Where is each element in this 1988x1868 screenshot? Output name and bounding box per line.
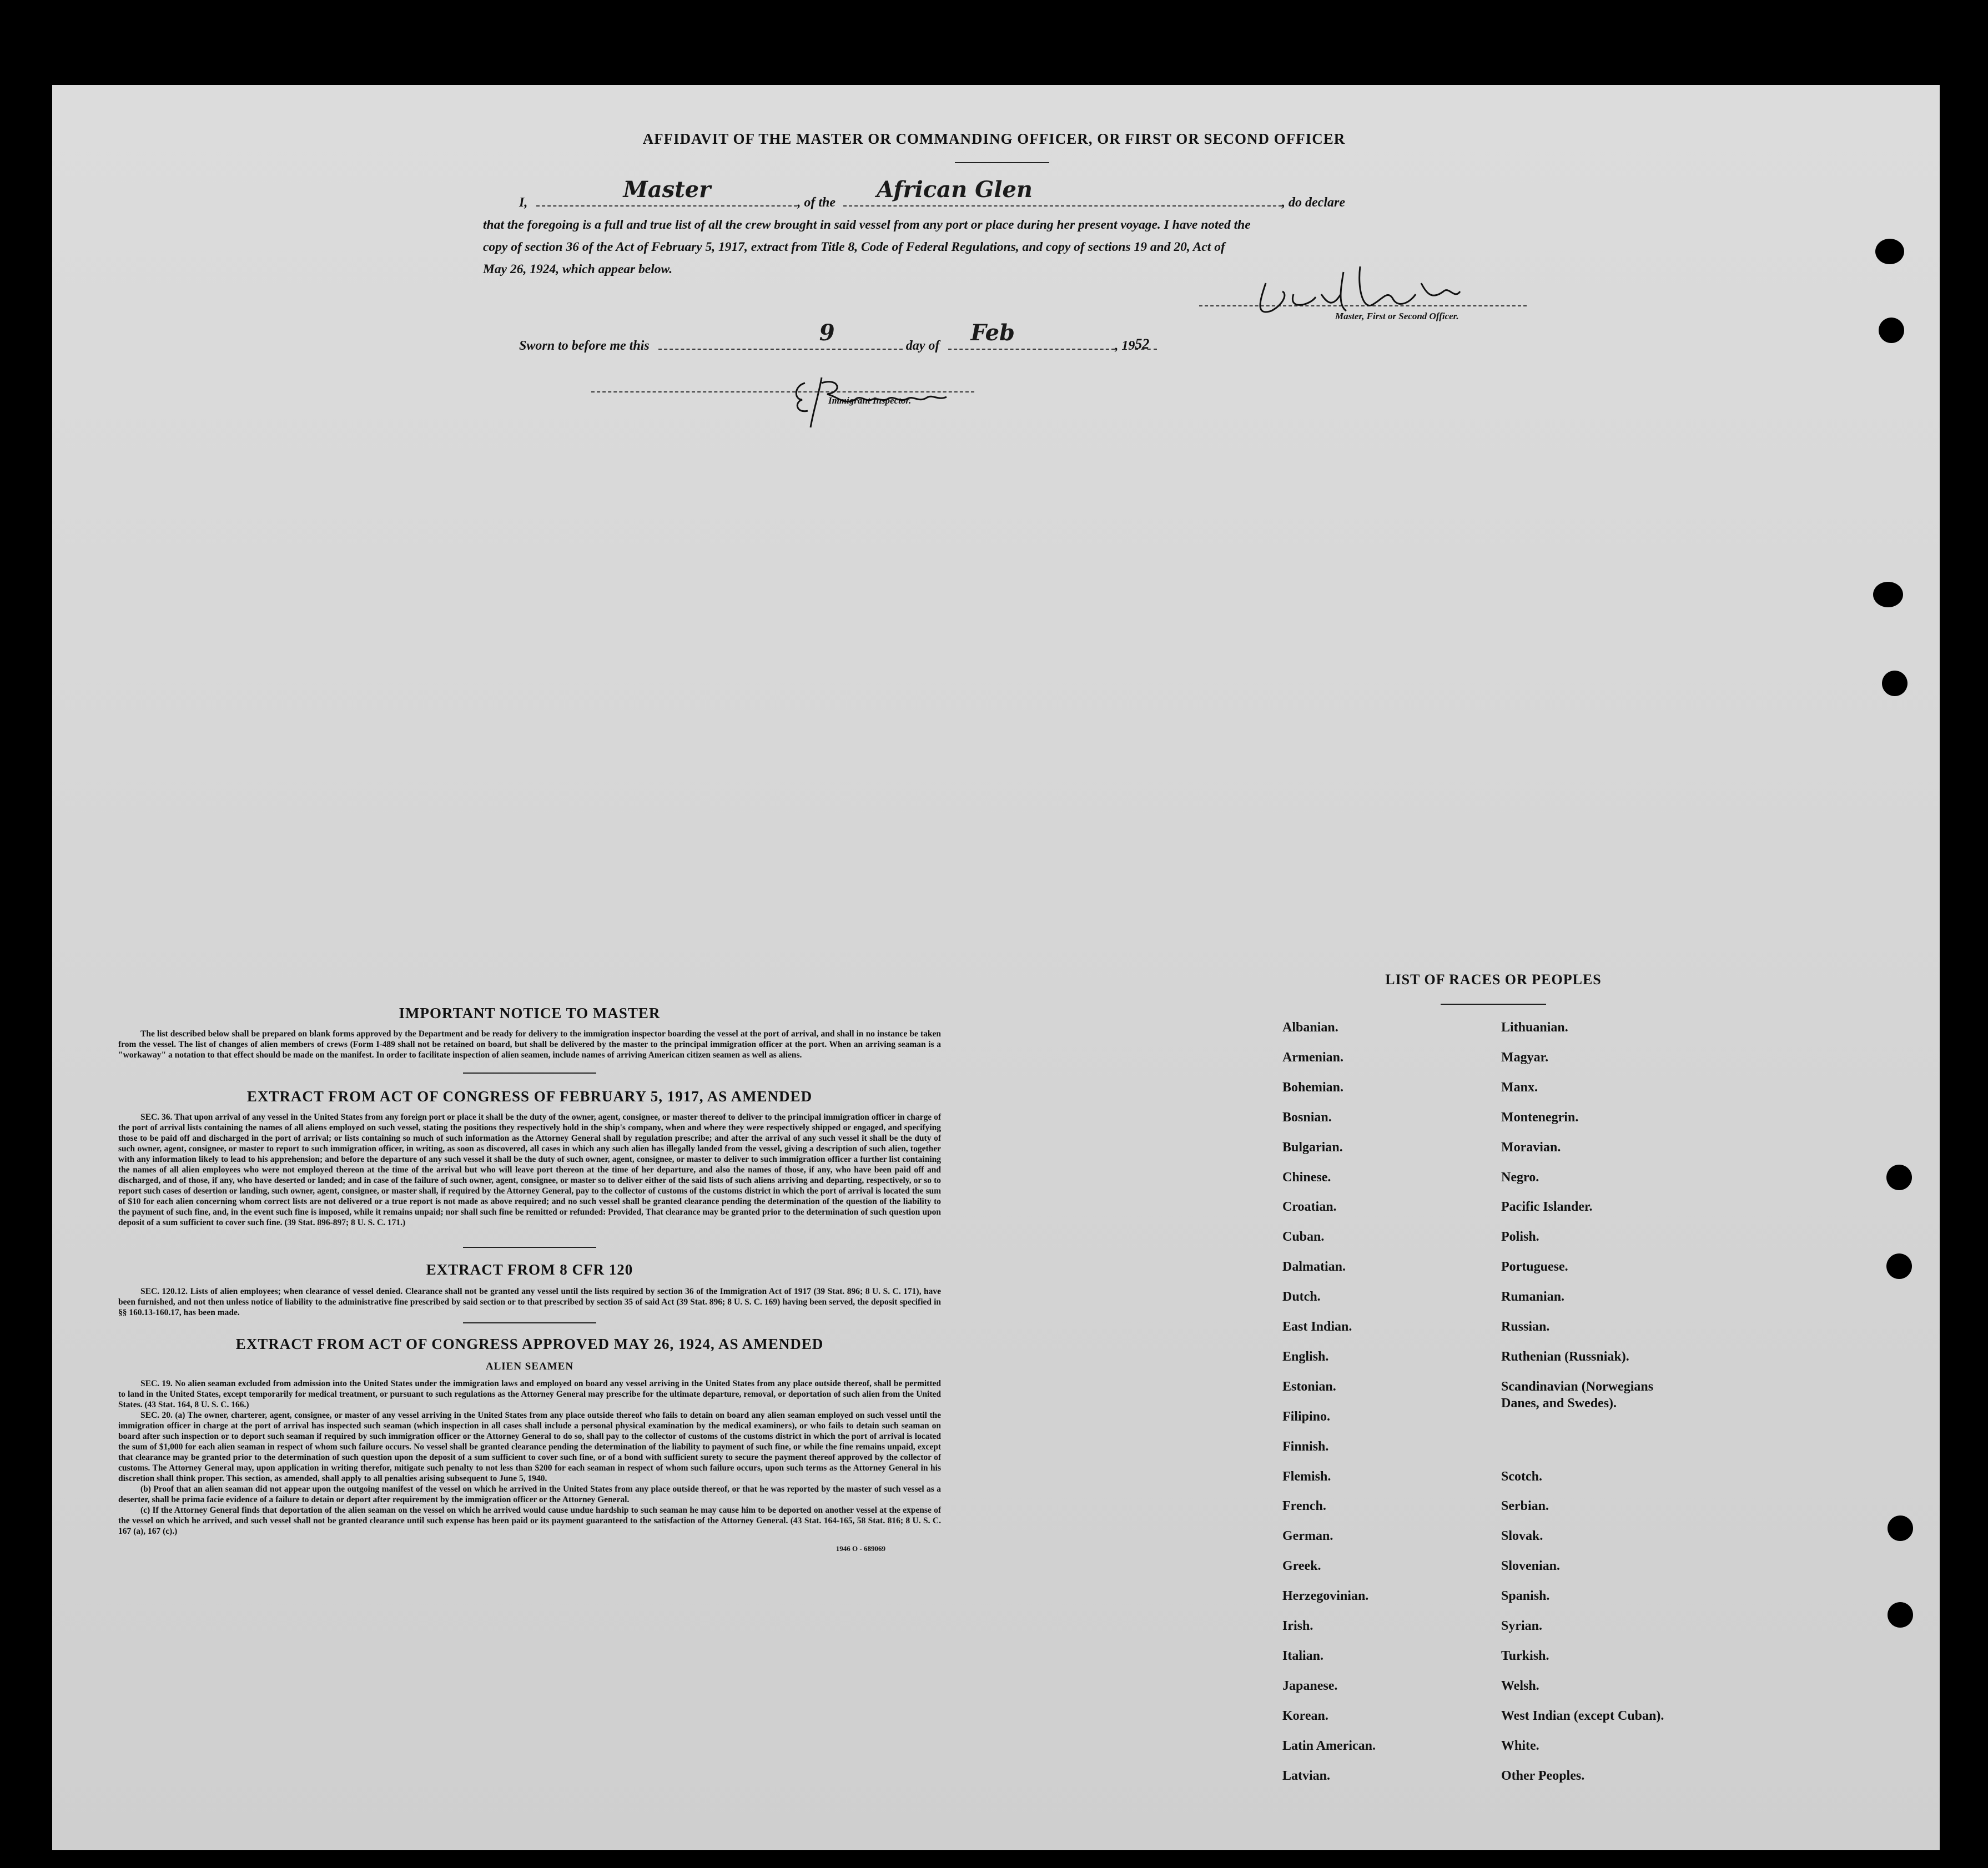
year-field[interactable]: [1135, 336, 1157, 350]
binder-hole: [1888, 1515, 1913, 1541]
binder-hole: [1873, 582, 1903, 607]
notice-text: The list described below shall be prepared on blank forms approved by the Department and be ready for delivery to the immigration inspector boarding the vessel at the port of arrival, and shall in no instance be taken from the vessel. The list of changes of alien members of crews (Form I-489 shall not be retained on board, but shall be delivered by the master to the principal immigration officer at the port. When an arriving seaman is a "workaway" a notation to that effect should be made on the manifest. In order to facilitate inspection of alien seamen, include names of arriving American citizen seamen as well as aliens.: [118, 1029, 941, 1060]
binder-hole: [1888, 1602, 1913, 1628]
divider: [463, 1247, 596, 1248]
race-left-item: French.: [1282, 1499, 1326, 1514]
declaration-line-4: May 26, 1924, which appear below.: [483, 262, 673, 276]
race-left-item: East Indian.: [1282, 1320, 1352, 1334]
race-left-item: Bohemian.: [1282, 1080, 1344, 1095]
race-right-item: Portuguese.: [1501, 1260, 1568, 1275]
alien-seamen-subtitle: ALIEN SEAMEN: [485, 1361, 574, 1372]
races-title: LIST OF RACES OR PEOPLES: [1385, 971, 1602, 988]
race-left-item: Italian.: [1282, 1648, 1324, 1663]
inspector-caption: Immigrant Inspector.: [828, 395, 912, 406]
race-left-item: Dalmatian.: [1282, 1260, 1346, 1275]
master-caption: Master, First or Second Officer.: [1335, 311, 1459, 321]
race-left-item: Armenian.: [1282, 1050, 1343, 1065]
extract-1924-title: EXTRACT FROM ACT OF CONGRESS APPROVED MAY 26, 1924, AS AMENDED: [235, 1336, 824, 1352]
race-left-item: Flemish.: [1282, 1469, 1331, 1484]
race-left-item: Korean.: [1282, 1708, 1328, 1723]
vessel-field[interactable]: [843, 177, 1282, 207]
extract-1924-sec20c: (c) If the Attorney General finds that deportation of the alien seaman on the vessel on which he arrived would cause undue hardship to such seaman he may cause him to be deported on another vessel at the expense of the vessel on which he arrived, and such vessel shall not be granted clearance until such expense has been paid or its payment guaranteed to the satisfaction of the Attorney General. (43 Stat. 164-165, 58 Stat. 816; 8 U. S. C. 167 (a), 167 (c).): [118, 1506, 941, 1536]
race-left-item: Irish.: [1282, 1619, 1313, 1633]
affidavit-title: AFFIDAVIT OF THE MASTER OR COMMANDING OFFICER, OR FIRST OR SECOND OFFICER: [642, 130, 1346, 147]
extract-1917-title: EXTRACT FROM ACT OF CONGRESS OF FEBRUARY 5, 1917, AS AMENDED: [246, 1088, 813, 1105]
day-field[interactable]: [658, 320, 903, 350]
rank-handwritten: Master: [623, 177, 711, 203]
of-the-label: , of the: [797, 195, 836, 210]
race-right-item: Spanish.: [1501, 1589, 1550, 1604]
declaration-line-2: that the foregoing is a full and true list of all the crew brought in said vessel from any port or place during her present voyage. I have noted the: [483, 218, 1251, 232]
race-left-item: Latin American.: [1282, 1738, 1376, 1753]
race-left-item: Dutch.: [1282, 1290, 1321, 1305]
extract-1917-text: SEC. 36. That upon arrival of any vessel in the United States from any foreign port or place it shall be the duty of the owner, agent, consignee, or master thereof to deliver to the principal immigration officer in charge of the port of arrival lists containing the names of all aliens employed on such vessel, stating the positions they respectively hold in the ship's company, when and where they were respectively shipped or engaged, and specifying those to be paid off and discharged in the port of arrival; or lists containing so much of such information as the Attorney General shall by regulation prescribe; and after the arrival of any such vessel it shall be the duty of such owner, agent, consignee, or master to report to such immigration officer, in writing, as soon as discovered, all cases in which any such alien has illegally landed from the vessel, giving a description of such alien, together with any information likely to lead to his apprehension; and before the departure of any such vessel it shall be the duty of such owner, agent, consignee, or master to deliver to such immigration officer a further list containing the names of all alien employees who were not employed thereon at the time of the arrival but who will leave port thereon at the time of her departure, and also the names of those, if any, who have been paid off and discharged, and of those, if any, who have deserted or landed; and in case of the failure of such owner, agent, consignee, or master so to deliver either of the said lists of such aliens arriving and departing, respectively, or so to report such cases of desertion or landing, such owner, agent, consignee, or master shall, if required by the Attorney General, pay to the collector of customs of the customs district in which the port of arrival is located the sum of $10 for each alien concerning whom correct lists are not delivered or a true report is not made as above required; and no such vessel shall be granted clearance pending the determination of the question of the liability to the payment of such fine, and, in the event such fine is imposed, while it remains unpaid; nor shall such fine be remitted or refunded: Provided, That clearance may be granted prior to the determination of such question upon deposit of a sum sufficient to cover such fine. (39 Stat. 896-897; 8 U. S. C. 171.): [118, 1112, 941, 1227]
race-left-item: Bosnian.: [1282, 1110, 1332, 1125]
notice-title: IMPORTANT NOTICE TO MASTER: [399, 1005, 661, 1021]
extract-1924-sec20b: (b) Proof that an alien seaman did not appear upon the outgoing manifest of the vessel on which he arrived in the United States from any place outside thereof, or that he was reported by the master of such vessel as a deserter, shall be prima facie evidence of a failure to detain or deport after requirement by the immigration officer or the Attorney General.: [118, 1484, 941, 1504]
race-left-item: Herzegovinian.: [1282, 1589, 1369, 1604]
race-left-item: English.: [1282, 1349, 1329, 1364]
race-left-item: Greek.: [1282, 1559, 1321, 1574]
regulations-column: [118, 1005, 941, 1553]
race-right-item: Turkish.: [1501, 1648, 1549, 1663]
binder-hole: [1886, 1165, 1912, 1190]
race-right-item: Serbian.: [1501, 1499, 1549, 1514]
binder-hole: [1875, 239, 1904, 264]
day-of-label: day of: [905, 339, 940, 353]
race-right-item: Lithuanian.: [1501, 1020, 1568, 1035]
race-right-item: Russian.: [1501, 1320, 1550, 1334]
race-left-item: Finnish.: [1282, 1439, 1329, 1454]
printer-code: 1946 O - 689069: [836, 1544, 885, 1553]
extract-cfr-text: SEC. 120.12. Lists of alien employees; when clearance of vessel denied. Clearance shall not be granted any vessel until the lists required by section 36 of the Immigration Act of 1917 (39 Stat. 896; 8 U. S. C. 171), have been furnished, and not then unless notice of liability to the administrative fine prescribed by said section or to that prescribed by section 35 of said Act (39 Stat. 896; 8 U. S. C. 169) having been served, the deposit specified in §§ 160.13-160.17, has been made.: [118, 1287, 941, 1317]
race-left-item: Chinese.: [1282, 1170, 1331, 1185]
declaration-line-1: [519, 177, 1532, 214]
race-right-item: Pacific Islander.: [1501, 1200, 1593, 1215]
race-left-item: Albanian.: [1282, 1020, 1338, 1035]
binder-hole: [1886, 1253, 1912, 1279]
race-left-item: German.: [1282, 1529, 1333, 1544]
race-right-item: White.: [1501, 1738, 1539, 1753]
rank-field[interactable]: [536, 177, 797, 207]
race-left-item: Estonian.: [1282, 1379, 1336, 1394]
extract-1924-sec19: SEC. 19. No alien seaman excluded from admission into the United States under the immigration laws and employed on board any vessel arriving in the United States from any place outside thereof, shall be permitted to land in the United States, except temporarily for medical treatment, or pursuant to such regulations as the Attorney General may prescribe for the ultimate departure, removal, or deportation of such alien from the United States. (43 Stat. 164, 8 U. S. C. 166.): [118, 1379, 941, 1409]
year-prefix: , 19: [1115, 339, 1135, 353]
race-left-item: Croatian.: [1282, 1200, 1337, 1215]
binder-hole: [1879, 318, 1904, 343]
race-right-item: Slovak.: [1501, 1529, 1543, 1544]
extract-1924-sec20a: SEC. 20. (a) The owner, charterer, agent, consignee, or master of any vessel arriving in the United States from any place outside thereof who fails to detain on board any alien seaman employed on such vessel until the immigration officer in charge at the port of arrival has inspected such seaman (which inspection in all cases shall include a personal physical examination by the medical examiners), or who fails to detain such seaman on board after such inspection or to deport such seaman if required by such immigration officer or the Attorney General to do so, shall pay to the collector of customs of the customs district in which the port of arrival is located the sum of $1,000 for each alien seaman in respect of whom such failure occurs. No vessel shall be granted clearance pending the determination of the liability to payment of such fine, or while the fine remains unpaid, except that clearance may be granted prior to the determination of such question upon the deposit of a sum sufficient to cover such fine, or of a bond with sufficient surety to secure the payment thereof approved by the collector of customs. The Attorney General may, upon application in writing therefor, mitigate such penalty to not less than $200 for each seaman in respect of whom such failure occurs, upon such terms as the Attorney General in his discretion shall think proper. This section, as amended, shall apply to all penalties arising subsequent to June 5, 1940.: [118, 1411, 941, 1483]
binder-hole: [1882, 671, 1908, 696]
extract-cfr-title: EXTRACT FROM 8 CFR 120: [426, 1261, 633, 1278]
race-left-item: Bulgarian.: [1282, 1140, 1343, 1155]
year-handwritten: 52: [1135, 336, 1150, 352]
race-right-item: Welsh.: [1501, 1678, 1539, 1693]
do-declare-label: , do declare: [1282, 195, 1345, 210]
divider: [463, 1322, 596, 1323]
races-title-rule: [1441, 1004, 1546, 1005]
race-right-item: Danes, and Swedes).: [1501, 1396, 1617, 1411]
race-right-item: Manx.: [1501, 1080, 1538, 1095]
race-right-item: Syrian.: [1501, 1619, 1543, 1633]
race-right-item: Other Peoples.: [1501, 1768, 1585, 1783]
month-field[interactable]: [948, 320, 1115, 350]
title-rule: [955, 162, 1049, 163]
race-right-item: Moravian.: [1501, 1140, 1561, 1155]
month-handwritten: Feb: [970, 320, 1015, 346]
vessel-handwritten: African Glen: [877, 177, 1033, 203]
race-right-item: Rumanian.: [1501, 1290, 1565, 1305]
race-right-item: Magyar.: [1501, 1050, 1549, 1065]
race-right-item: Ruthenian (Russniak).: [1501, 1349, 1629, 1364]
race-right-item: West Indian (except Cuban).: [1501, 1708, 1664, 1723]
i-label: I,: [519, 195, 528, 210]
divider: [463, 1073, 596, 1074]
declaration-line-3: copy of section 36 of the Act of February 5, 1917, extract from Title 8, Code of Federal Regulations, and copy of sections 19 and 20, Act of: [483, 240, 1225, 254]
race-left-item: Filipino.: [1282, 1409, 1331, 1424]
race-right-item: Polish.: [1501, 1230, 1539, 1245]
race-right-item: Slovenian.: [1501, 1559, 1561, 1574]
race-right-item: Scotch.: [1501, 1469, 1542, 1484]
sworn-label: Sworn to before me this: [519, 339, 650, 353]
race-left-item: Cuban.: [1282, 1230, 1325, 1245]
race-right-item: Negro.: [1501, 1170, 1539, 1185]
race-right-item: Montenegrin.: [1501, 1110, 1579, 1125]
day-handwritten: 9: [819, 320, 835, 346]
race-right-item: Scandinavian (Norwegians: [1501, 1379, 1654, 1394]
race-left-item: Latvian.: [1282, 1768, 1331, 1783]
race-left-item: Japanese.: [1282, 1678, 1338, 1693]
sworn-line: [519, 320, 1296, 357]
